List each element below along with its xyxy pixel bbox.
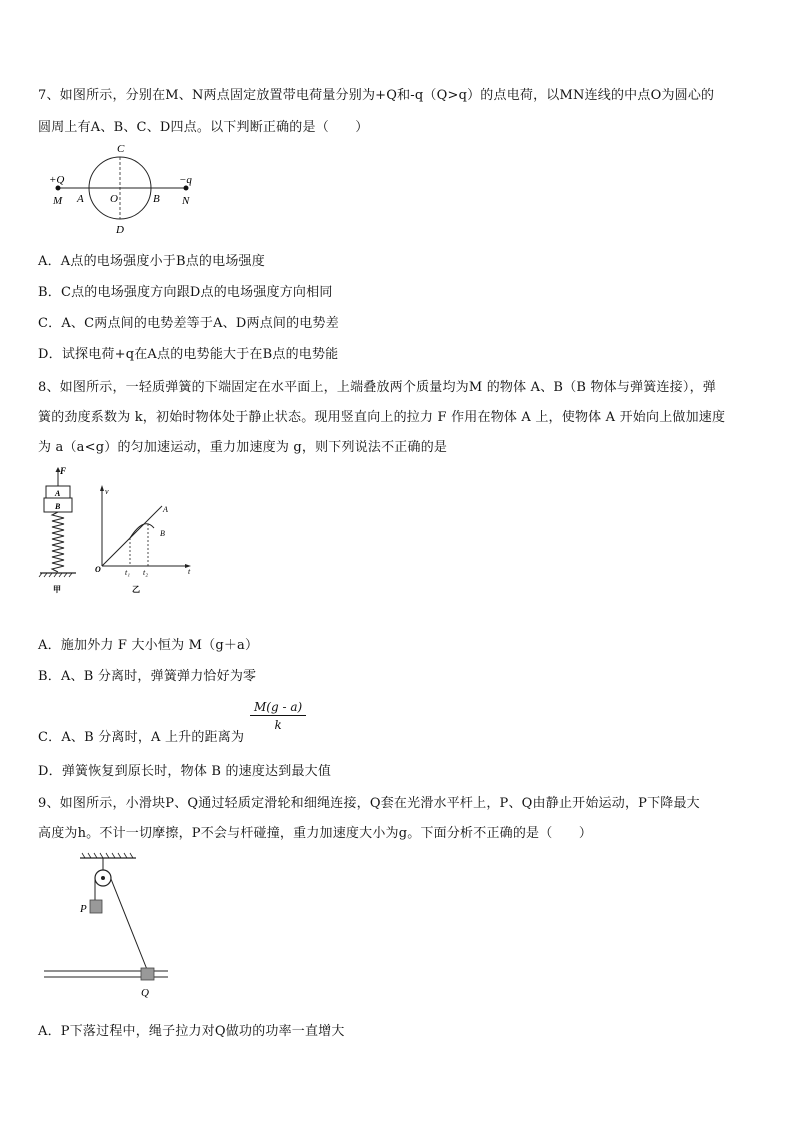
q9-option-a: A．P下落过程中，绳子拉力对Q做功的功率一直增大 bbox=[38, 1024, 345, 1039]
q7-option-b: B．C点的电场强度方向跟D点的电场强度方向相同 bbox=[38, 285, 333, 300]
q8-spring bbox=[52, 512, 64, 572]
q8-stem-line2: 簧的劲度系数为 k，初始时物体处于静止状态。现用竖直向上的拉力 F 作用在物体 A 上，使物体 A 开始向上做加速度 bbox=[38, 410, 726, 425]
q9-rope-q bbox=[111, 879, 148, 972]
q7-stem-line1: 7、如图所示，分别在M、N两点固定放置带电荷量分别为+Q和-q（Q>q）的点电荷，以MN连线的中点O为圆心的 bbox=[38, 88, 715, 103]
q9-block-P bbox=[90, 900, 102, 913]
q8-label-jia: 甲 bbox=[53, 585, 61, 594]
q8-option-c: C．A、B 分离时，A 上升的距离为 bbox=[38, 730, 245, 745]
q8-label-F: F bbox=[60, 466, 67, 476]
q8-line-A bbox=[102, 506, 162, 566]
q8-label-lineB: B bbox=[160, 529, 165, 538]
q9-label-Q: Q bbox=[141, 987, 149, 999]
q7-label-N: N bbox=[182, 195, 190, 207]
q7-charge-N bbox=[184, 186, 189, 191]
q9-stem-line2: 高度为h。不计一切摩擦，P不会与杆碰撞，重力加速度大小为g。下面分析不正确的是（ ） bbox=[38, 826, 593, 841]
q8-option-c-fraction bbox=[250, 700, 306, 732]
q9-block-Q bbox=[141, 968, 154, 980]
q8-label-B: B bbox=[55, 502, 61, 511]
q7-label-A: A bbox=[77, 193, 84, 205]
q8-label-yi: 乙 bbox=[132, 585, 140, 594]
q8-label-t2: t₂ bbox=[143, 568, 149, 577]
q7-option-a: A．A点的电场强度小于B点的电场强度 bbox=[38, 254, 265, 269]
q8-option-a: A．施加外力 F 大小恒为 M（g＋a） bbox=[38, 638, 259, 653]
q8-option-d: D．弹簧恢复到原长时，物体 B 的速度达到最大值 bbox=[38, 764, 332, 779]
q7-label-M: M bbox=[53, 195, 63, 207]
q8-stem-line3: 为 a（a<g）的匀加速运动，重力加速度为 g，则下列说法不正确的是 bbox=[38, 440, 448, 455]
q8-label-t1: t₁ bbox=[125, 568, 131, 577]
q9-stem-line1: 9、如图所示，小滑块P、Q通过轻质定滑轮和细绳连接，Q套在光滑水平杆上，P、Q由静止开始运动，P下降最大 bbox=[38, 796, 700, 811]
q8-label-A: A bbox=[55, 489, 61, 498]
q7-charge-M bbox=[56, 186, 61, 191]
q7-label-O: O bbox=[110, 193, 118, 205]
q7-label-plusQ: +Q bbox=[49, 174, 65, 186]
q8-figure-graph bbox=[92, 466, 202, 596]
q7-option-d: D．试探电荷+q在A点的电势能大于在B点的电势能 bbox=[38, 347, 339, 362]
q7-figure bbox=[44, 140, 214, 240]
q8-option-b: B．A、B 分离时，弹簧弹力恰好为零 bbox=[38, 669, 257, 684]
q8-label-v: v bbox=[105, 487, 109, 496]
q8-stem-line1: 8、如图所示，一轻质弹簧的下端固定在水平面上，上端叠放两个质量均为M 的物体 A、B（B 物体与弹簧连接），弹 bbox=[38, 380, 716, 395]
q7-label-D: D bbox=[116, 224, 124, 236]
q8-fraction-numerator: M(g - a) bbox=[250, 700, 306, 716]
q8-fraction-denominator: k bbox=[274, 718, 282, 732]
q8-label-O: O bbox=[95, 565, 101, 574]
q8-label-t: t bbox=[188, 567, 191, 576]
q9-figure bbox=[40, 850, 180, 1000]
q9-label-P: P bbox=[80, 903, 87, 915]
q7-option-c: C．A、C两点间的电势差等于A、D两点间的电势差 bbox=[38, 316, 339, 331]
q8-figure-spring bbox=[36, 466, 86, 596]
q7-label-C: C bbox=[117, 143, 125, 155]
q7-label-B: B bbox=[153, 193, 160, 205]
q7-label-minusq: −q bbox=[179, 174, 192, 186]
q7-stem-line2: 圆周上有A、B、C、D四点。以下判断正确的是（ ） bbox=[38, 120, 369, 135]
q8-label-lineA: A bbox=[163, 505, 168, 514]
